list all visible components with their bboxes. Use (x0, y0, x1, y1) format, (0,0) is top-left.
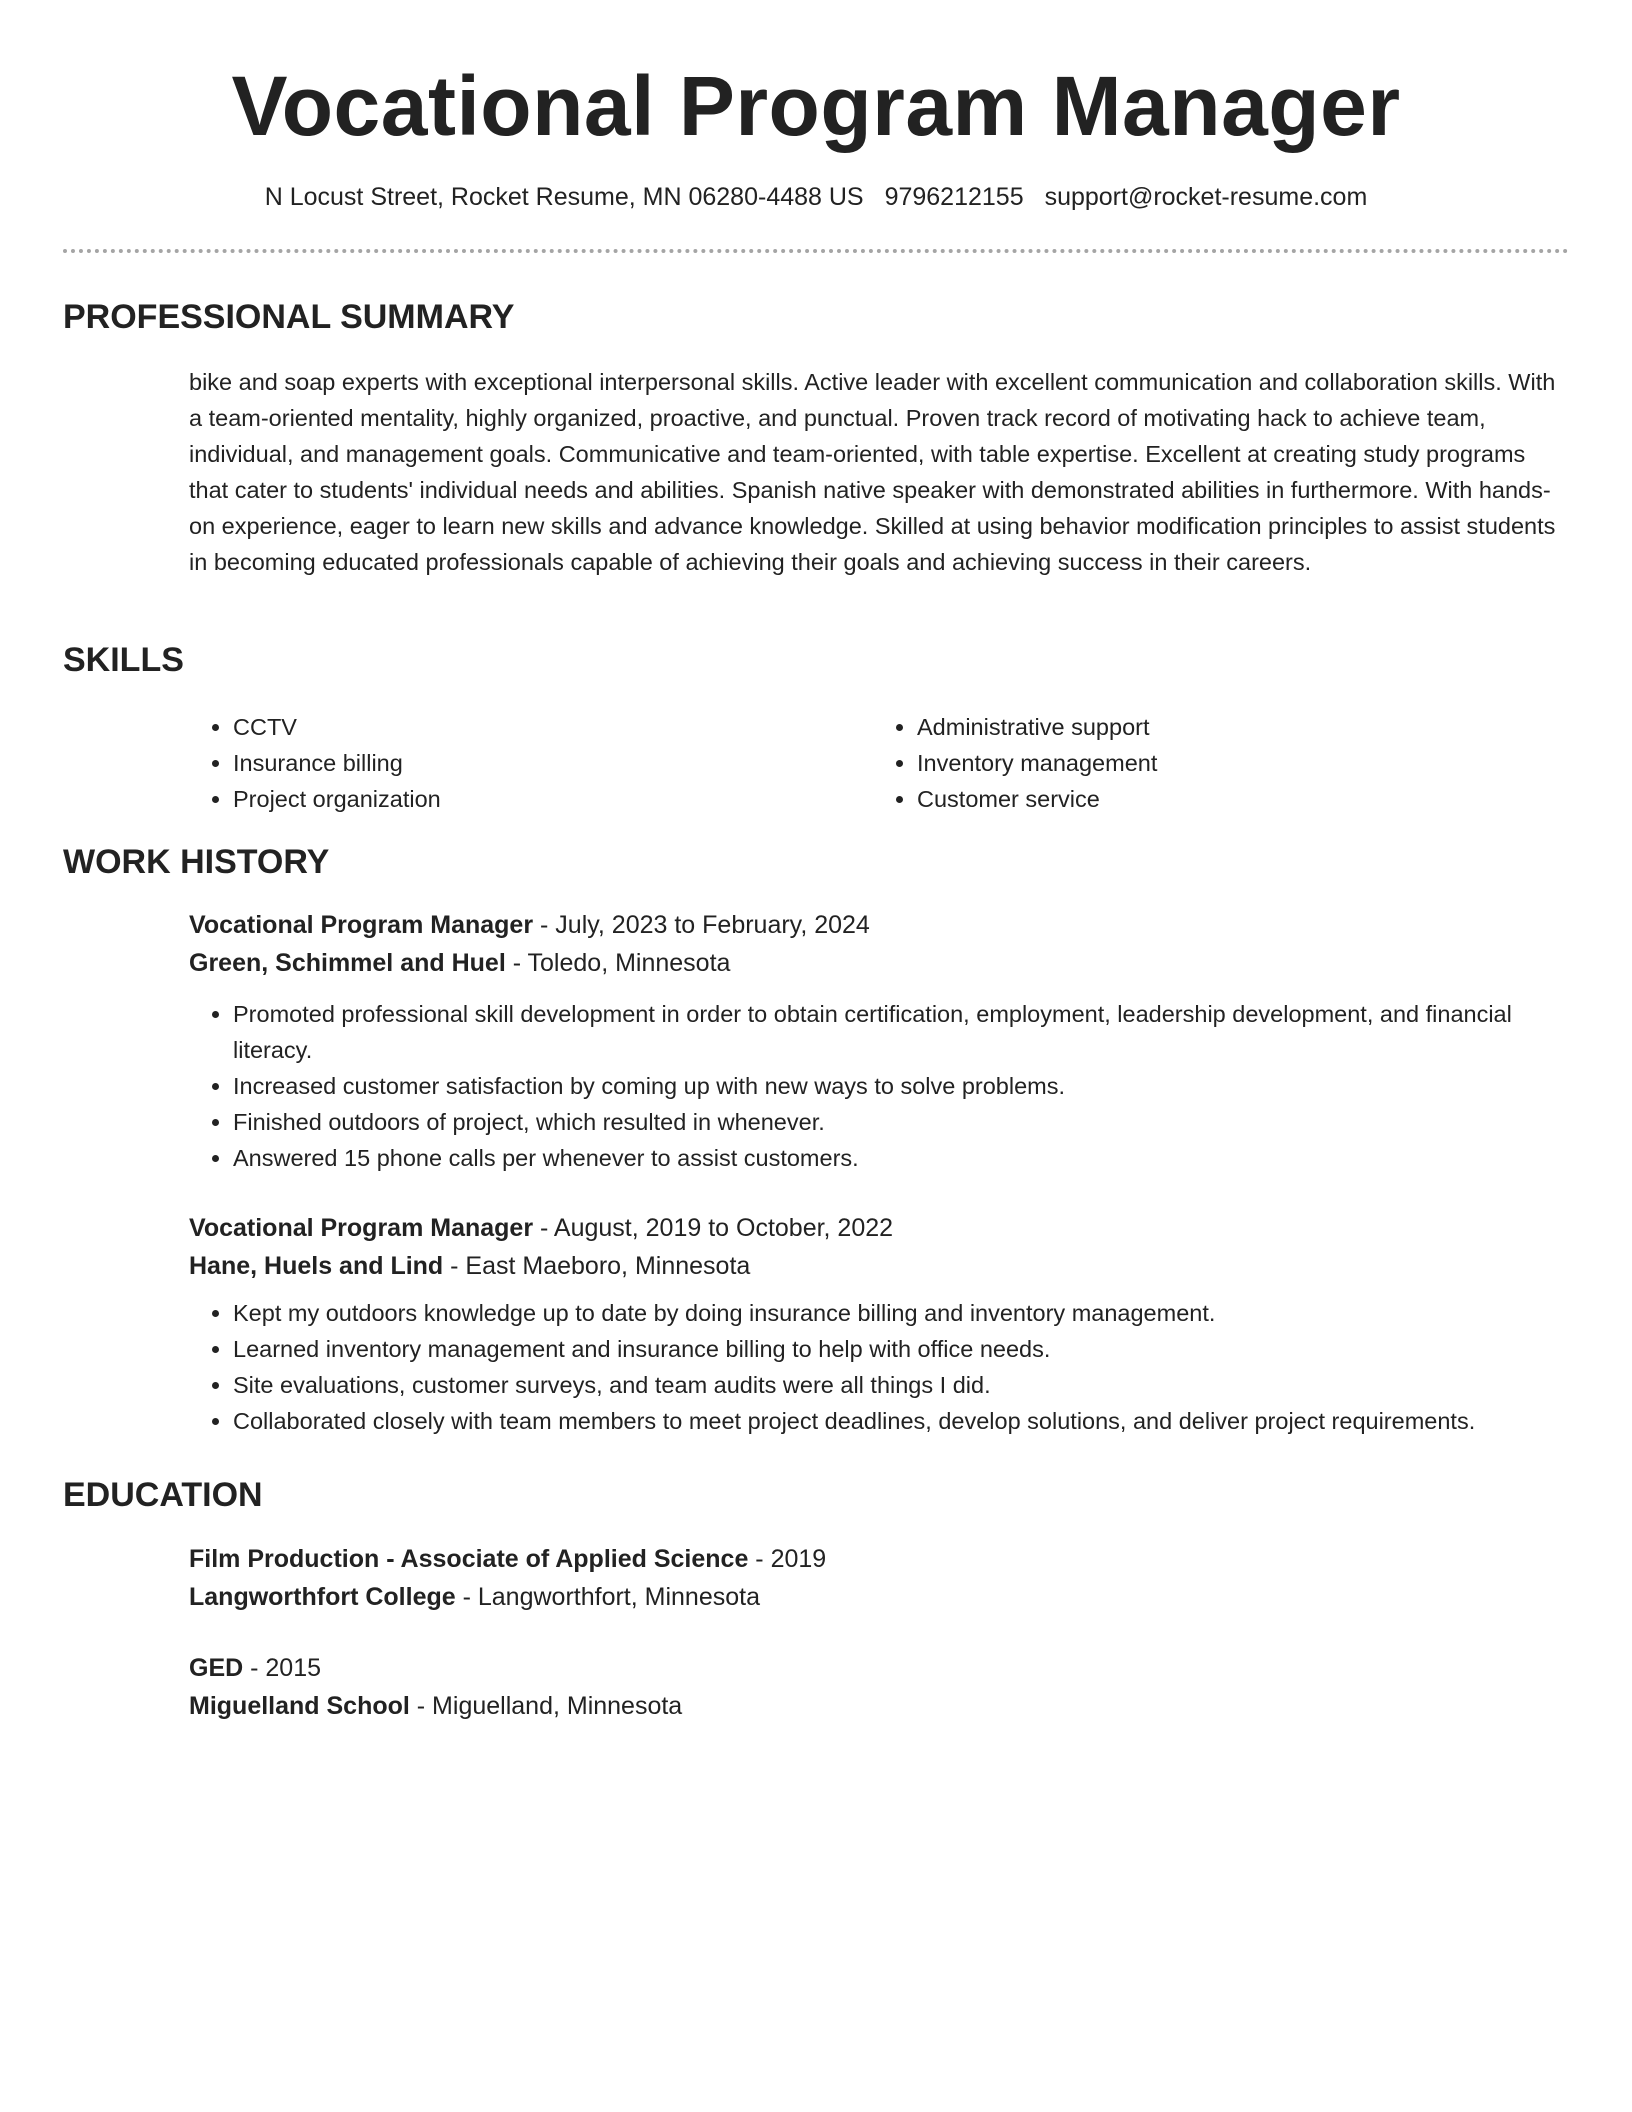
job-bullets (189, 996, 1557, 1176)
section-title-skills: SKILLS (63, 641, 184, 679)
job-entry (189, 906, 1557, 1176)
section-title-education: EDUCATION (63, 1476, 263, 1514)
skills-column-right (873, 709, 1557, 817)
skills-list (189, 709, 1557, 817)
skill-item: • Inventory management (917, 745, 1557, 781)
job-company: Hane, Huels and Lind (189, 1252, 444, 1280)
skill-item: • CCTV (233, 709, 873, 745)
skill-item: • Customer service (917, 781, 1557, 817)
education-location: - Langworthfort, Minnesota (455, 1583, 760, 1611)
education-school-line (189, 1578, 1557, 1616)
education-degree-line (189, 1649, 1557, 1687)
job-bullet: • Learned inventory management and insurance billing to help with office needs. (233, 1331, 1557, 1367)
resume-name: Vocational Program Manager (231, 59, 1401, 153)
job-location: - East Maeboro, Minnesota (443, 1252, 751, 1280)
job-location: - Toledo, Minnesota (505, 949, 731, 977)
contact-address: N Locust Street, Rocket Resume, MN 06280-4488 US (264, 183, 864, 211)
education-school-line (189, 1687, 1557, 1725)
section-title-work-history: WORK HISTORY (63, 843, 330, 881)
job-bullets (189, 1295, 1557, 1439)
job-bullet: • Kept my outdoors knowledge up to date by doing insurance billing and inventory management. (233, 1295, 1557, 1331)
job-dates: - August, 2019 to October, 2022 (533, 1214, 894, 1242)
job-bullet: • Collaborated closely with team members to meet project deadlines, develop solutions, and deliver project requirements. (233, 1403, 1557, 1439)
job-bullet: • Finished outdoors of project, which resulted in whenever. (233, 1104, 1557, 1140)
education-year: - 2019 (748, 1545, 827, 1573)
job-bullet: • Site evaluations, customer surveys, and team audits were all things I did. (233, 1367, 1557, 1403)
job-title-line (189, 906, 1557, 944)
education-degree: Film Production - Associate of Applied Science (189, 1545, 749, 1573)
header-divider (63, 249, 1569, 253)
skill-item: • Insurance billing (233, 745, 873, 781)
skill-item: • Administrative support (917, 709, 1557, 745)
education-degree-line (189, 1540, 1557, 1578)
job-dates: - July, 2023 to February, 2024 (533, 911, 870, 939)
education-year: - 2015 (243, 1654, 322, 1682)
job-bullet: • Promoted professional skill development in order to obtain certification, employment, leadership development, and financial literacy. (233, 996, 1557, 1068)
education-school: Miguelland School (189, 1692, 410, 1720)
summary-text: bike and soap experts with exceptional interpersonal skills. Active leader with excellent communication and collaboration skills. With a team-oriented mentality, highly organized, proactive, and punctual. Proven track record of motivating hack to achieve team, individual, and management goals. Communicative and team-oriented, with table expertise. Excellent at creating study programs that cater to students' individual needs and abilities. Spanish native speaker with demonstrated abilities in furthermore. With hands-on experience, eager to learn new skills and advance knowledge. Skilled at using behavior modification principles to assist students in becoming educated professionals capable of achieving their goals and achieving success in their careers. (189, 369, 1556, 575)
contact-info (0, 180, 1632, 214)
education-entry (189, 1649, 1557, 1725)
job-title: Vocational Program Manager (189, 1214, 534, 1242)
education-location: - Miguelland, Minnesota (409, 1692, 683, 1720)
skill-item: • Project organization (233, 781, 873, 817)
education-entry (189, 1540, 1557, 1616)
education-degree: GED (189, 1654, 244, 1682)
skills-column-left (189, 709, 873, 817)
section-title-summary: PROFESSIONAL SUMMARY (63, 298, 515, 336)
job-bullet: • Increased customer satisfaction by coming up with new ways to solve problems. (233, 1068, 1557, 1104)
job-company: Green, Schimmel and Huel (189, 949, 506, 977)
job-company-line (189, 1247, 1557, 1285)
job-bullet: • Answered 15 phone calls per whenever to assist customers. (233, 1140, 1557, 1176)
job-entry (189, 1209, 1557, 1439)
contact-email: support@rocket-resume.com (1044, 183, 1368, 211)
contact-phone: 9796212155 (884, 183, 1024, 211)
job-title-line (189, 1209, 1557, 1247)
education-school: Langworthfort College (189, 1583, 456, 1611)
job-company-line (189, 944, 1557, 982)
job-title: Vocational Program Manager (189, 911, 534, 939)
